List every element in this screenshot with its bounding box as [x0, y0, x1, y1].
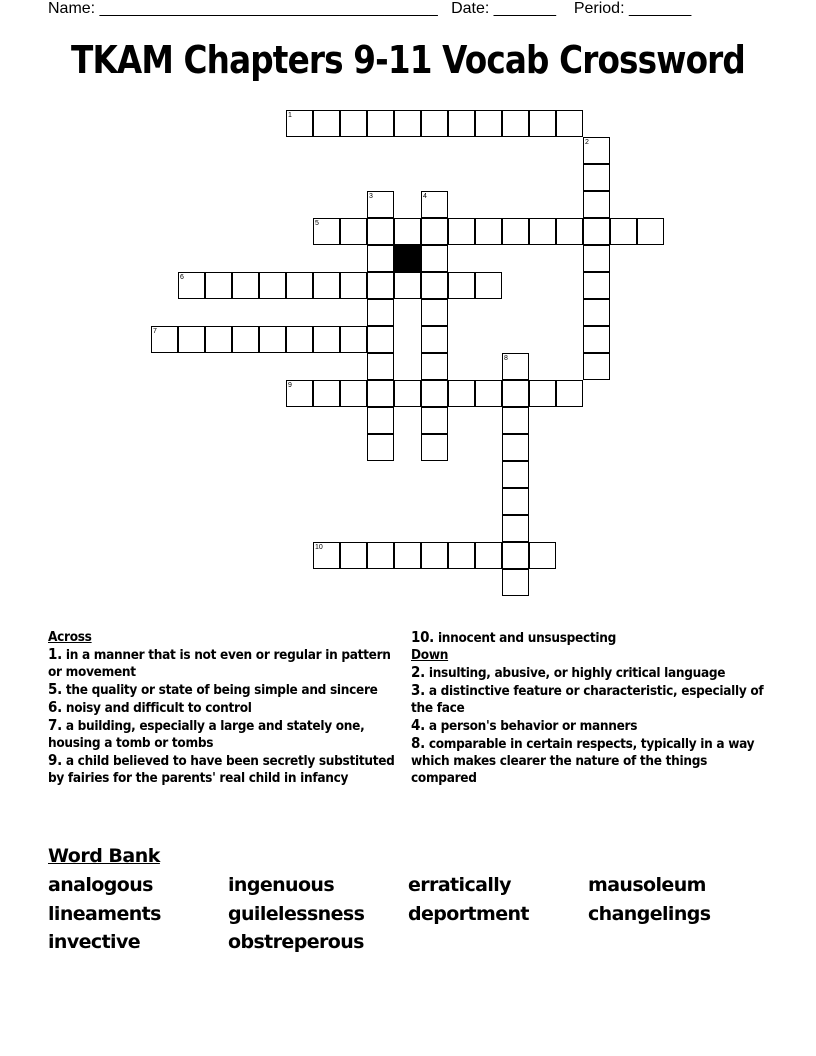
- crossword-cell[interactable]: [556, 110, 583, 137]
- crossword-cell[interactable]: [421, 218, 448, 245]
- crossword-cell[interactable]: [340, 380, 367, 407]
- crossword-cell[interactable]: [259, 326, 286, 353]
- word-bank-item: changelings: [588, 903, 711, 925]
- crossword-cell[interactable]: [367, 434, 394, 461]
- crossword-cell[interactable]: [583, 137, 610, 164]
- crossword-cell[interactable]: [502, 515, 529, 542]
- across-clues: [48, 629, 408, 787]
- crossword-cell[interactable]: [421, 434, 448, 461]
- crossword-cell[interactable]: [502, 542, 529, 569]
- word-bank-item: obstreperous: [228, 931, 364, 953]
- down-heading: Down: [411, 647, 449, 663]
- crossword-cell[interactable]: [448, 542, 475, 569]
- crossword-cell[interactable]: [286, 380, 313, 407]
- clue-across-10: 10. innocent and unsuspecting: [411, 628, 616, 646]
- clue-across-7: 7. a building, especially a large and stately one, housing a tomb or tombs: [48, 716, 365, 751]
- crossword-cell[interactable]: [637, 218, 664, 245]
- clue-number: 8: [504, 355, 508, 362]
- crossword-cell[interactable]: [583, 164, 610, 191]
- crossword-cell[interactable]: [313, 380, 340, 407]
- word-bank-item: analogous: [48, 874, 153, 896]
- date-field[interactable]: Date: _______: [451, 0, 557, 17]
- crossword-cell[interactable]: [475, 380, 502, 407]
- crossword-cell[interactable]: [502, 461, 529, 488]
- crossword-cell[interactable]: [340, 110, 367, 137]
- crossword-cell[interactable]: [583, 353, 610, 380]
- crossword-cell[interactable]: [583, 218, 610, 245]
- clue-down-8: 8. comparable in certain respects, typically in a way which makes clearer the nature of the things compared: [411, 734, 755, 786]
- crossword-cell[interactable]: [421, 542, 448, 569]
- crossword-cell[interactable]: [502, 218, 529, 245]
- clue-across-9: 9. a child believed to have been secretly substituted by fairies for the parents' real child in infancy: [48, 751, 395, 786]
- crossword-cell[interactable]: [313, 272, 340, 299]
- crossword-cell[interactable]: [421, 326, 448, 353]
- crossword-cell[interactable]: [502, 434, 529, 461]
- period-field[interactable]: Period: _______: [573, 0, 692, 17]
- crossword-cell[interactable]: [232, 272, 259, 299]
- crossword-cell[interactable]: [448, 272, 475, 299]
- crossword-cell[interactable]: [259, 272, 286, 299]
- crossword-cell[interactable]: [448, 380, 475, 407]
- crossword-cell[interactable]: [475, 272, 502, 299]
- clue-number: 4: [423, 193, 427, 200]
- page-title: TKAM Chapters 9-11 Vocab Crossword: [71, 38, 745, 82]
- crossword-cell[interactable]: [421, 380, 448, 407]
- clue-number: 9: [288, 382, 292, 389]
- crossword-cell[interactable]: [367, 191, 394, 218]
- crossword-cell[interactable]: [502, 569, 529, 596]
- crossword-cell[interactable]: [529, 380, 556, 407]
- word-bank-item: lineaments: [48, 903, 161, 925]
- crossword-cell[interactable]: [475, 218, 502, 245]
- word-bank-item: invective: [48, 931, 141, 953]
- crossword-cell[interactable]: [583, 326, 610, 353]
- crossword-cell[interactable]: [313, 542, 340, 569]
- crossword-cell[interactable]: [178, 272, 205, 299]
- crossword-cell[interactable]: [529, 542, 556, 569]
- crossword-cell[interactable]: [367, 326, 394, 353]
- crossword-cell[interactable]: [421, 110, 448, 137]
- crossword-cell[interactable]: [340, 326, 367, 353]
- crossword-cell[interactable]: [340, 542, 367, 569]
- crossword-cell[interactable]: [502, 110, 529, 137]
- clue-number: 10: [315, 544, 323, 551]
- crossword-cell[interactable]: [367, 245, 394, 272]
- crossword-cell[interactable]: [367, 299, 394, 326]
- crossword-cell[interactable]: [232, 326, 259, 353]
- crossword-cell[interactable]: [421, 272, 448, 299]
- crossword-cell[interactable]: [448, 110, 475, 137]
- crossword-cell[interactable]: [421, 299, 448, 326]
- word-bank-item: mausoleum: [588, 874, 706, 896]
- clue-across-1: 1. in a manner that is not even or regular in pattern or movement: [48, 645, 391, 680]
- crossword-cell[interactable]: [151, 326, 178, 353]
- word-bank-item: erratically: [408, 874, 511, 896]
- crossword-cell[interactable]: [394, 542, 421, 569]
- crossword-cell[interactable]: [340, 218, 367, 245]
- crossword-cell[interactable]: [367, 110, 394, 137]
- word-bank-item: ingenuous: [228, 874, 335, 896]
- clue-number: 6: [180, 274, 184, 281]
- crossword-cell[interactable]: [205, 326, 232, 353]
- crossword-cell[interactable]: [394, 272, 421, 299]
- crossword-cell[interactable]: [421, 245, 448, 272]
- word-bank-item: guilelessness: [228, 903, 365, 925]
- clue-down-4: 4. a person's behavior or manners: [411, 716, 638, 734]
- crossword-cell[interactable]: [367, 218, 394, 245]
- crossword-cell[interactable]: [529, 218, 556, 245]
- crossword-cell[interactable]: [583, 272, 610, 299]
- word-bank-item: deportment: [408, 903, 529, 925]
- crossword-cell[interactable]: [313, 218, 340, 245]
- clue-number: 5: [315, 220, 319, 227]
- crossword-cell[interactable]: [367, 380, 394, 407]
- crossword-cell[interactable]: [367, 542, 394, 569]
- word-bank-title: Word Bank: [48, 845, 160, 867]
- across-heading: Across: [48, 629, 92, 645]
- crossword-cell[interactable]: [394, 380, 421, 407]
- clue-number: 1: [288, 112, 292, 119]
- clue-across-6: 6. noisy and difficult to control: [48, 698, 252, 716]
- crossword-cell[interactable]: [502, 380, 529, 407]
- clue-across-5: 5. the quality or state of being simple and sincere: [48, 680, 378, 698]
- crossword-cell[interactable]: [421, 407, 448, 434]
- crossword-cell[interactable]: [367, 353, 394, 380]
- crossword-cell[interactable]: [502, 407, 529, 434]
- crossword-cell[interactable]: [448, 218, 475, 245]
- crossword-cell[interactable]: [286, 326, 313, 353]
- crossword-cell[interactable]: [394, 110, 421, 137]
- black-cell: [394, 245, 421, 272]
- crossword-cell[interactable]: [556, 218, 583, 245]
- crossword-cell[interactable]: [394, 218, 421, 245]
- clue-number: 3: [369, 193, 373, 200]
- crossword-cell[interactable]: [502, 488, 529, 515]
- crossword-cell[interactable]: [583, 191, 610, 218]
- clue-down-2: 2. insulting, abusive, or highly critical language: [411, 663, 726, 681]
- crossword-cell[interactable]: [583, 245, 610, 272]
- crossword-cell[interactable]: [421, 191, 448, 218]
- crossword-cell[interactable]: [529, 110, 556, 137]
- clue-number: 7: [153, 328, 157, 335]
- crossword-cell[interactable]: [556, 380, 583, 407]
- crossword-cell[interactable]: [340, 272, 367, 299]
- crossword-cell[interactable]: [205, 272, 232, 299]
- crossword-cell[interactable]: [286, 272, 313, 299]
- crossword-cell[interactable]: [178, 326, 205, 353]
- crossword-cell[interactable]: [313, 110, 340, 137]
- crossword-cell[interactable]: [367, 272, 394, 299]
- crossword-cell[interactable]: [313, 326, 340, 353]
- right-clues: [411, 629, 776, 787]
- crossword-cell[interactable]: [421, 353, 448, 380]
- name-field[interactable]: Name: ______________________________________: [48, 0, 438, 17]
- crossword-cell[interactable]: [367, 407, 394, 434]
- crossword-cell[interactable]: [583, 299, 610, 326]
- crossword-cell[interactable]: [502, 353, 529, 380]
- crossword-cell[interactable]: [286, 110, 313, 137]
- crossword-cell[interactable]: [475, 542, 502, 569]
- crossword-cell[interactable]: [475, 110, 502, 137]
- clue-number: 2: [585, 139, 589, 146]
- crossword-cell[interactable]: [610, 218, 637, 245]
- clue-down-3: 3. a distinctive feature or characteristic, especially of the face: [411, 681, 764, 716]
